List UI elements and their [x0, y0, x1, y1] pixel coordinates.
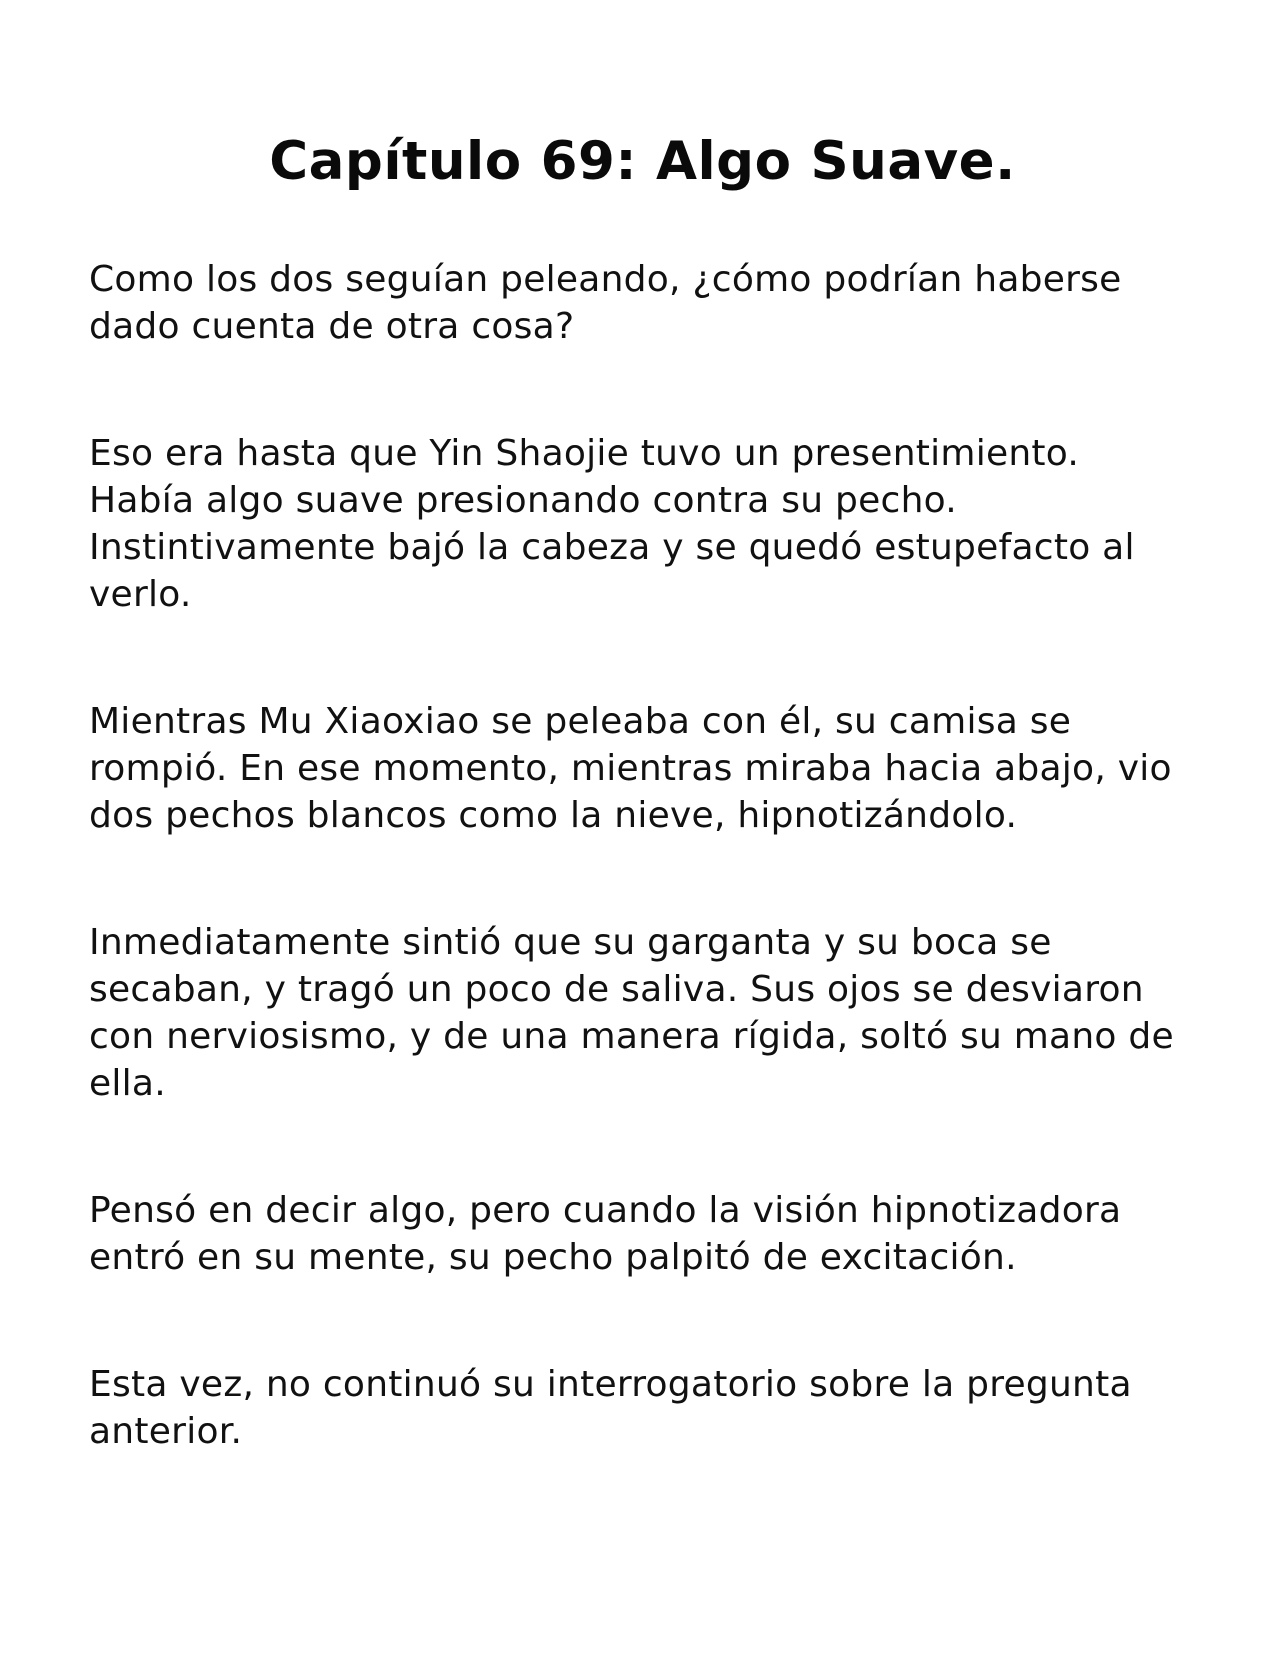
- paragraph: Mientras Mu Xiaoxiao se peleaba con él, su camisa se rompió. En ese momento, mientras miraba hacia abajo, vio dos pechos blancos como la nieve, hipnotizándolo.: [89, 701, 1172, 836]
- paragraph: Inmediatamente sintió que su garganta y su boca se secaban, y tragó un poco de saliva. Sus ojos se desviaron con nerviosismo, y de una manera rígida, soltó su mano de ella.: [89, 922, 1174, 1104]
- chapter-body: [89, 256, 1196, 1455]
- paragraph: Pensó en decir algo, pero cuando la visión hipnotizadora entró en su mente, su pecho palpitó de excitación.: [89, 1190, 1122, 1278]
- paragraph: Esta vez, no continuó su interrogatorio sobre la pregunta anterior.: [89, 1364, 1132, 1452]
- paragraph: Como los dos seguían peleando, ¿cómo podrían haberse dado cuenta de otra cosa?: [89, 259, 1122, 347]
- chapter-title: Capítulo 69: Algo Suave.: [269, 131, 1016, 192]
- paragraph: Eso era hasta que Yin Shaojie tuvo un presentimiento. Había algo suave presionando contra su pecho. Instintivamente bajó la cabeza y se quedó estupefacto al verlo.: [89, 433, 1135, 615]
